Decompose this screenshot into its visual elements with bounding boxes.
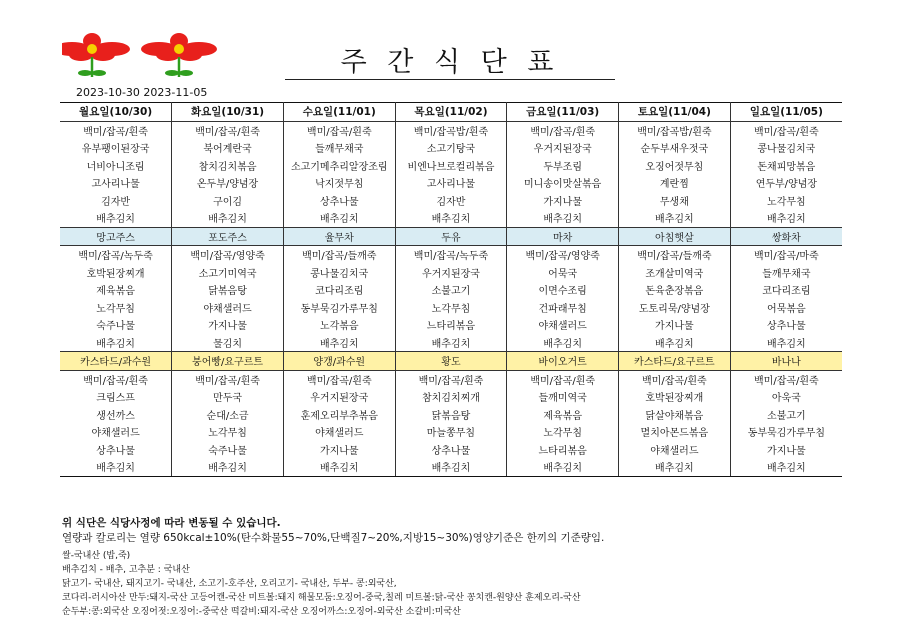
menu-cell: 우거지된장국 [507,139,619,157]
menu-cell: 배추김치 [395,334,507,352]
menu-cell: 배추김치 [395,209,507,227]
menu-cell: 크림스프 [60,388,172,406]
day-header: 금요일(11/03) [507,103,619,122]
menu-cell: 배추김치 [60,209,172,227]
breakfast-row [60,209,842,227]
lunch-row [60,334,842,352]
menu-cell: 코다리조림 [730,281,842,299]
menu-cell: 생선까스 [60,406,172,424]
flower-icon [62,33,130,77]
day-header: 일요일(11/05) [730,103,842,122]
menu-cell: 배추김치 [619,209,731,227]
morning-drink-row [60,227,842,246]
menu-cell: 노각무침 [395,299,507,317]
menu-cell: 가지나물 [619,316,731,334]
menu-cell: 느타리볶음 [395,316,507,334]
menu-cell: 어묵볶음 [730,299,842,317]
weekly-menu-table [60,102,842,477]
menu-cell: 백미/잡곡/들깨죽 [283,246,395,264]
menu-cell: 소고기탕국 [395,139,507,157]
menu-cell: 배추김치 [172,458,284,476]
menu-cell: 오징어젓무침 [619,157,731,175]
menu-cell: 상추나물 [283,192,395,210]
menu-cell: 아욱국 [730,388,842,406]
menu-cell: 야채샐러드 [507,316,619,334]
menu-cell: 아침햇살 [619,227,731,246]
menu-cell: 배추김치 [172,209,284,227]
menu-cell: 카스타드/과수원 [60,352,172,371]
menu-cell: 배추김치 [395,458,507,476]
menu-cell: 배추김치 [507,458,619,476]
menu-cell: 우거지된장국 [395,264,507,282]
menu-cell: 카스타드/요구르트 [619,352,731,371]
menu-cell: 배추김치 [60,458,172,476]
menu-cell: 제육볶음 [507,406,619,424]
menu-cell: 두유 [395,227,507,246]
menu-cell: 상추나물 [60,441,172,459]
day-header: 월요일(10/30) [60,103,172,122]
menu-cell: 야채샐러드 [283,423,395,441]
menu-cell: 붕어빵/요구르트 [172,352,284,371]
menu-cell: 상추나물 [395,441,507,459]
day-header: 수요일(11/01) [283,103,395,122]
lunch-row [60,264,842,282]
menu-cell: 낙지젓무침 [283,174,395,192]
menu-cell: 구이김 [172,192,284,210]
menu-cell: 멸치아몬드볶음 [619,423,731,441]
dinner-row [60,370,842,388]
breakfast-row [60,139,842,157]
menu-cell: 백미/잡곡/흰죽 [395,370,507,388]
menu-cell: 율무차 [283,227,395,246]
afternoon-snack-row [60,352,842,371]
menu-cell: 노각무침 [507,423,619,441]
menu-cell: 돈육춘장볶음 [619,281,731,299]
menu-cell: 백미/잡곡/흰죽 [619,370,731,388]
menu-cell: 숙주나물 [172,441,284,459]
menu-cell: 들깨미역국 [507,388,619,406]
menu-cell: 마늘쫑무침 [395,423,507,441]
day-header: 토요일(11/04) [619,103,731,122]
menu-cell: 온두부/양념장 [172,174,284,192]
day-header: 목요일(11/02) [395,103,507,122]
menu-cell: 너비아니조림 [60,157,172,175]
menu-cell: 가지나물 [283,441,395,459]
breakfast-row [60,157,842,175]
menu-cell: 바이오거트 [507,352,619,371]
menu-cell: 백미/잡곡/흰죽 [283,121,395,139]
menu-cell: 백미/잡곡밥/흰죽 [619,121,731,139]
menu-cell: 백미/잡곡/영양죽 [172,246,284,264]
menu-cell: 고사리나물 [395,174,507,192]
lunch-row [60,281,842,299]
menu-cell: 들깨무채국 [730,264,842,282]
menu-cell: 배추김치 [283,458,395,476]
menu-cell: 양갱/과수원 [283,352,395,371]
menu-cell: 두부조림 [507,157,619,175]
menu-period: 2023-10-30 2023-11-05 [76,86,208,99]
breakfast-row [60,121,842,139]
menu-cell: 백미/잡곡/흰죽 [730,121,842,139]
menu-cell: 도토리묵/양념장 [619,299,731,317]
menu-cell: 가지나물 [507,192,619,210]
menu-cell: 가지나물 [730,441,842,459]
menu-cell: 동부묵김가루무침 [730,423,842,441]
menu-cell: 노각무침 [172,423,284,441]
lunch-row [60,316,842,334]
menu-cell: 백미/잡곡/흰죽 [507,370,619,388]
menu-cell: 무생채 [619,192,731,210]
menu-cell: 소불고기 [395,281,507,299]
day-header: 화요일(10/31) [172,103,284,122]
menu-cell: 참치김치찌개 [395,388,507,406]
menu-cell: 콩나물김치국 [730,139,842,157]
menu-cell: 들깨무채국 [283,139,395,157]
menu-cell: 황도 [395,352,507,371]
origin-line: 코다리-러시아산 만두:돼지-국산 고등어캔-국산 미트볼:돼지 해물모둠:오징어-중국,칠레 미트볼:닭-국산 꽁치캔-원양산 훈제오리-국산 [62,593,581,603]
menu-cell: 백미/잡곡/흰죽 [172,370,284,388]
lunch-row [60,246,842,264]
menu-cell: 닭볶음탕 [172,281,284,299]
flower-icon [141,33,217,77]
menu-cell: 동부묵김가루무침 [283,299,395,317]
menu-cell: 백미/잡곡/마죽 [730,246,842,264]
menu-cell: 훈제오리부추볶음 [283,406,395,424]
menu-cell: 소고기미역국 [172,264,284,282]
menu-cell: 조개살미역국 [619,264,731,282]
menu-cell: 백미/잡곡/영양죽 [507,246,619,264]
menu-cell: 배추김치 [507,334,619,352]
menu-cell: 돈채피망볶음 [730,157,842,175]
menu-cell: 숙주나물 [60,316,172,334]
menu-cell: 마차 [507,227,619,246]
dinner-row [60,458,842,476]
menu-cell: 호박된장찌개 [619,388,731,406]
menu-cell: 백미/잡곡/흰죽 [60,121,172,139]
menu-cell: 닭볶음탕 [395,406,507,424]
menu-cell: 배추김치 [730,458,842,476]
menu-cell: 백미/잡곡/흰죽 [507,121,619,139]
menu-cell: 백미/잡곡밥/흰죽 [395,121,507,139]
menu-cell: 쌍화차 [730,227,842,246]
menu-body [60,121,842,476]
menu-cell: 배추김치 [730,334,842,352]
menu-cell: 콩나물김치국 [283,264,395,282]
menu-cell: 닭살야채볶음 [619,406,731,424]
lunch-row [60,299,842,317]
menu-cell: 망고주스 [60,227,172,246]
calorie-note: 열량과 칼로리는 열량 650kcal±10%(탄수화물55~70%,단백질7~20%,지방15~30%)영양기준은 한끼의 기준량임. [62,532,605,544]
origin-line: 배추김치 - 배추, 고추분 : 국내산 [62,565,190,575]
menu-cell: 백미/잡곡/흰죽 [60,370,172,388]
menu-cell: 배추김치 [619,334,731,352]
menu-cell: 북어계란국 [172,139,284,157]
menu-cell: 노각무침 [730,192,842,210]
menu-cell: 백미/잡곡/흰죽 [730,370,842,388]
menu-cell: 김자반 [395,192,507,210]
menu-cell: 배추김치 [507,209,619,227]
flower-decoration [62,32,242,78]
menu-cell: 바나나 [730,352,842,371]
menu-cell: 제육볶음 [60,281,172,299]
menu-cell: 야채샐러드 [172,299,284,317]
menu-cell: 야채샐러드 [619,441,731,459]
origin-line: 쌀-국내산 (밥,죽) [62,551,131,561]
menu-cell: 배추김치 [283,334,395,352]
menu-cell: 어묵국 [507,264,619,282]
menu-cell: 가지나물 [172,316,284,334]
menu-cell: 호박된장찌개 [60,264,172,282]
title-underline [285,79,615,80]
menu-cell: 계란찜 [619,174,731,192]
menu-cell: 배추김치 [730,209,842,227]
menu-cell: 비엔나브로컬리볶음 [395,157,507,175]
dinner-row [60,406,842,424]
menu-cell: 백미/잡곡/들깨죽 [619,246,731,264]
menu-cell: 소고기메추리알장조림 [283,157,395,175]
dinner-row [60,423,842,441]
menu-cell: 백미/잡곡/녹두죽 [60,246,172,264]
menu-cell: 백미/잡곡/흰죽 [283,370,395,388]
menu-cell: 유부팽이된장국 [60,139,172,157]
menu-cell: 만두국 [172,388,284,406]
origin-line: 닭고기- 국내산, 돼지고기- 국내산, 소고기-호주산, 오리고기- 국내산, 두부- 콩:외국산, [62,579,397,589]
menu-cell: 배추김치 [283,209,395,227]
menu-cell: 이면수조림 [507,281,619,299]
dinner-row [60,441,842,459]
menu-cell: 야채샐러드 [60,423,172,441]
menu-cell: 김자반 [60,192,172,210]
menu-cell: 배추김치 [619,458,731,476]
menu-cell: 물김치 [172,334,284,352]
breakfast-row [60,174,842,192]
menu-cell: 백미/잡곡/흰죽 [172,121,284,139]
menu-cell: 코다리조림 [283,281,395,299]
page-title: 주 간 식 단 표 [340,47,560,78]
menu-cell: 포도주스 [172,227,284,246]
menu-cell: 노각볶음 [283,316,395,334]
menu-cell: 참치김치볶음 [172,157,284,175]
origin-line: 순두부:콩:외국산 오징어젓:오징어:-중국산 떡갈비:돼지-국산 오징어까스:오징어-외국산 소갈비:미국산 [62,607,461,617]
menu-cell: 상추나물 [730,316,842,334]
menu-cell: 느타리볶음 [507,441,619,459]
menu-cell: 순대/소금 [172,406,284,424]
menu-cell: 우거지된장국 [283,388,395,406]
dinner-row [60,388,842,406]
day-header-row [60,103,842,122]
breakfast-row [60,192,842,210]
menu-cell: 순두부새우젓국 [619,139,731,157]
menu-cell: 노각무침 [60,299,172,317]
menu-cell: 소불고기 [730,406,842,424]
menu-cell: 건파래무침 [507,299,619,317]
menu-cell: 연두부/양념장 [730,174,842,192]
change-notice: 위 식단은 식당사정에 따라 변동될 수 있습니다. [62,517,281,529]
menu-cell: 고사리나물 [60,174,172,192]
menu-cell: 배추김치 [60,334,172,352]
menu-cell: 미니송이맛살볶음 [507,174,619,192]
menu-cell: 백미/잡곡/녹두죽 [395,246,507,264]
origin-info [62,549,581,619]
